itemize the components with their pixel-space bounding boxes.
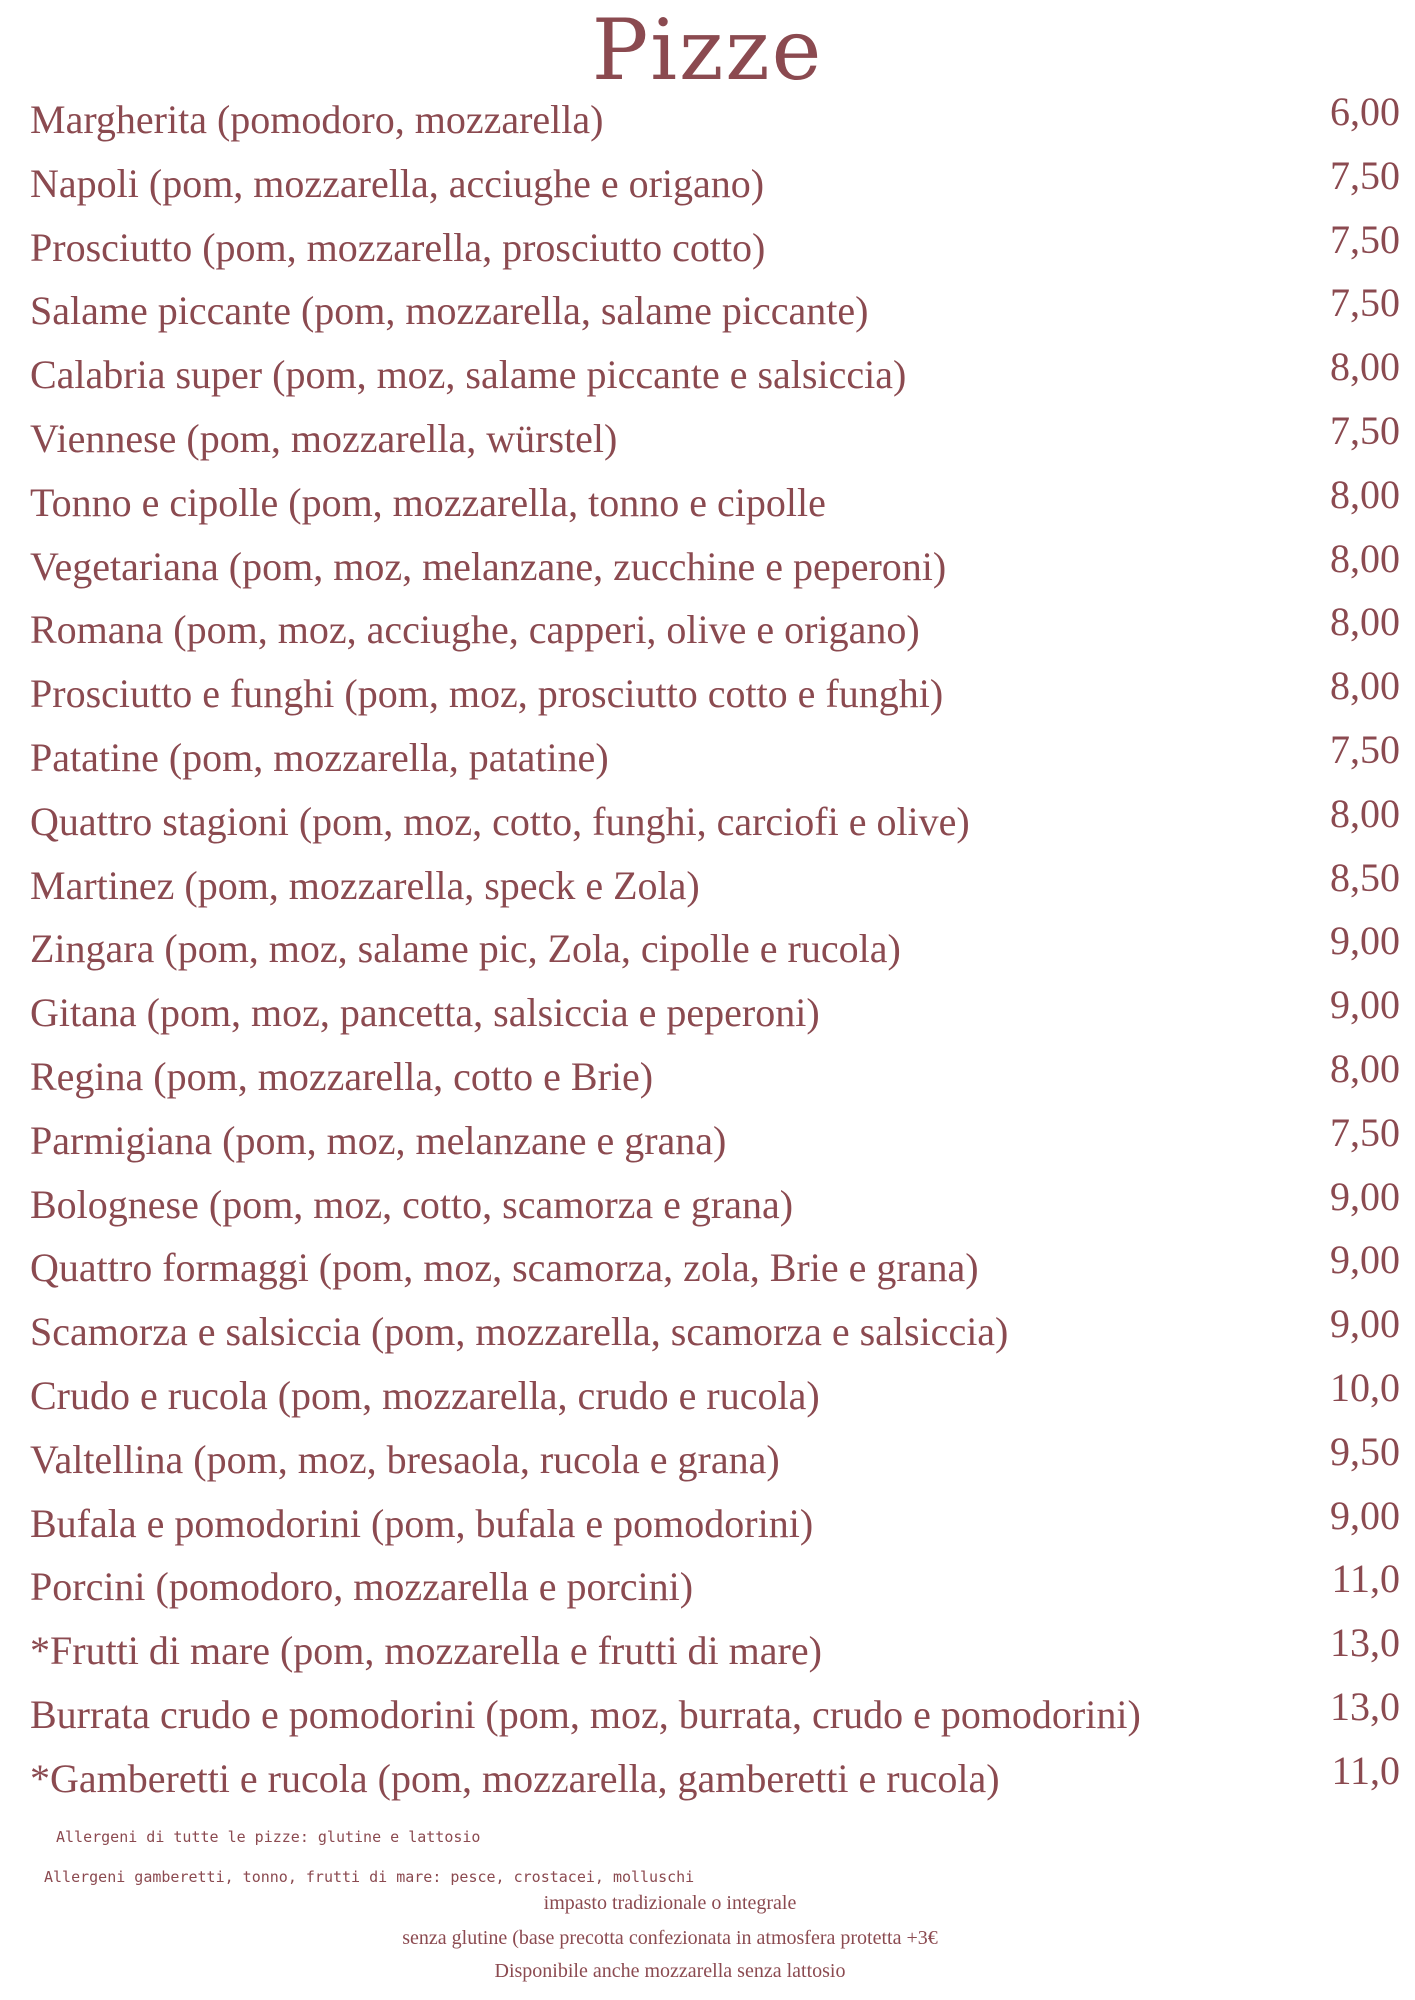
item-price: 13,0 — [1330, 1620, 1400, 1666]
menu-item — [30, 471, 1400, 539]
item-price: 11,0 — [1331, 1747, 1400, 1793]
item-name: Viennese (pom, mozzarella, würstel) — [30, 415, 618, 461]
item-price: 7,50 — [1330, 407, 1400, 453]
item-price: 8,00 — [1330, 471, 1400, 517]
item-name: Prosciutto e funghi (pom, moz, prosciutto cotto e funghi) — [30, 671, 944, 717]
item-name: Quattro formaggi (pom, moz, scamorza, zola, Brie e grana) — [30, 1245, 979, 1291]
menu-item — [30, 726, 1400, 794]
item-name: Zingara (pom, moz, salame pic, Zola, cipolle e rucola) — [30, 926, 901, 972]
menu-item — [30, 216, 1400, 284]
item-price: 9,00 — [1330, 1173, 1400, 1219]
item-price: 9,00 — [1330, 1301, 1400, 1347]
item-price: 8,50 — [1330, 854, 1400, 900]
item-name: Quattro stagioni (pom, moz, cotto, funghi, carciofi e olive) — [30, 798, 970, 844]
menu-item — [30, 1620, 1400, 1687]
item-name: Porcini (pomodoro, mozzarella e porcini) — [30, 1564, 694, 1610]
item-price: 9,00 — [1330, 982, 1400, 1028]
menu-item — [30, 89, 1400, 156]
item-price: 10,0 — [1330, 1364, 1400, 1410]
lactose-free-note: Disponibile anche mozzarella senza lattosio — [494, 1960, 846, 1982]
item-price: 9,00 — [1330, 1492, 1400, 1538]
menu-item — [30, 1045, 1400, 1113]
menu-item — [30, 1556, 1400, 1623]
menu-item — [30, 918, 1400, 985]
item-name: Crudo e rucola (pom, mozzarella, crudo e rucola) — [30, 1372, 820, 1418]
menu-item — [30, 1747, 1400, 1815]
item-name: Prosciutto (pom, mozzarella, prosciutto cotto) — [30, 224, 766, 270]
dough-note: impasto tradizionale o integrale — [543, 1892, 797, 1914]
item-name: Martinez (pom, mozzarella, speck e Zola) — [30, 862, 700, 908]
item-name: Margherita (pomodoro, mozzarella) — [30, 97, 604, 142]
menu-item — [30, 1683, 1400, 1751]
menu-item — [30, 1109, 1400, 1177]
item-price: 8,00 — [1330, 344, 1400, 390]
menu-item — [30, 663, 1400, 730]
item-name: Patatine (pom, mozzarella, patatine) — [30, 734, 609, 780]
item-price: 8,00 — [1330, 790, 1400, 836]
item-price: 7,50 — [1330, 152, 1400, 198]
item-name: Bufala e pomodorini (pom, bufala e pomodorini) — [30, 1500, 814, 1546]
item-price: 13,0 — [1330, 1683, 1400, 1729]
item-name: Valtellina (pom, moz, bresaola, rucola e grana) — [30, 1436, 780, 1482]
menu-item — [30, 280, 1400, 347]
item-price: 9,50 — [1330, 1428, 1400, 1474]
menu-item — [30, 344, 1400, 411]
menu-item — [30, 1428, 1400, 1496]
item-price: 8,00 — [1330, 1045, 1400, 1091]
item-price: 9,00 — [1330, 1237, 1400, 1283]
item-price: 8,00 — [1330, 599, 1400, 645]
item-price: 7,50 — [1330, 280, 1400, 326]
item-price: 6,00 — [1330, 89, 1400, 134]
allergens-seafood-note: Allergeni gamberetti, tonno, frutti di mare: pesce, crostacei, molluschi — [44, 1868, 695, 1886]
item-name: Calabria super (pom, moz, salame piccante e salsiccia) — [30, 352, 907, 398]
item-price: 11,0 — [1331, 1556, 1400, 1602]
gluten-free-note: senza glutine (base precotta confezionata in atmosfera protetta +3€ — [402, 1927, 938, 1949]
menu-item — [30, 535, 1400, 603]
item-name: Napoli (pom, mozzarella, acciughe e origano) — [30, 160, 765, 206]
menu-item — [30, 1364, 1400, 1432]
item-name: Gitana (pom, moz, pancetta, salsiccia e peperoni) — [30, 990, 820, 1036]
menu-item — [30, 982, 1400, 1049]
page-title: Pizze — [591, 1, 824, 99]
item-name: Burrata crudo e pomodorini (pom, moz, burrata, crudo e pomodorini) — [30, 1691, 1141, 1737]
item-name: Salame piccante (pom, mozzarella, salame piccante) — [30, 288, 869, 334]
menu-item — [30, 1492, 1400, 1560]
pizza-menu-list — [30, 89, 1400, 1815]
menu-item — [30, 407, 1400, 475]
item-price: 9,00 — [1330, 918, 1400, 964]
item-name: *Gamberetti e rucola (pom, mozzarella, gamberetti e rucola) — [30, 1755, 1000, 1801]
item-name: Romana (pom, moz, acciughe, capperi, olive e origano) — [30, 607, 920, 653]
item-name: Scamorza e salsiccia (pom, mozzarella, scamorza e salsiccia) — [30, 1309, 1009, 1355]
item-price: 7,50 — [1330, 1109, 1400, 1155]
item-name: Parmigiana (pom, moz, melanzane e grana) — [30, 1117, 727, 1163]
item-price: 7,50 — [1330, 726, 1400, 772]
menu-item — [30, 599, 1400, 666]
menu-item — [30, 790, 1400, 858]
item-price: 8,00 — [1330, 663, 1400, 709]
item-name: Vegetariana (pom, moz, melanzane, zucchine e peperoni) — [30, 543, 947, 589]
menu-item — [30, 854, 1400, 922]
menu-item — [30, 1173, 1400, 1241]
menu-item — [30, 1301, 1400, 1368]
item-price: 8,00 — [1330, 535, 1400, 581]
item-name: Tonno e cipolle (pom, mozzarella, tonno e cipolle — [30, 479, 826, 525]
item-price: 7,50 — [1330, 216, 1400, 262]
menu-item — [30, 1237, 1400, 1304]
allergens-all-note: Allergeni di tutte le pizze: glutine e lattosio — [56, 1828, 481, 1846]
item-name: Bolognese (pom, moz, cotto, scamorza e grana) — [30, 1181, 794, 1227]
menu-item — [30, 152, 1400, 220]
item-name: *Frutti di mare (pom, mozzarella e frutti di mare) — [30, 1628, 822, 1674]
item-name: Regina (pom, mozzarella, cotto e Brie) — [30, 1053, 654, 1099]
